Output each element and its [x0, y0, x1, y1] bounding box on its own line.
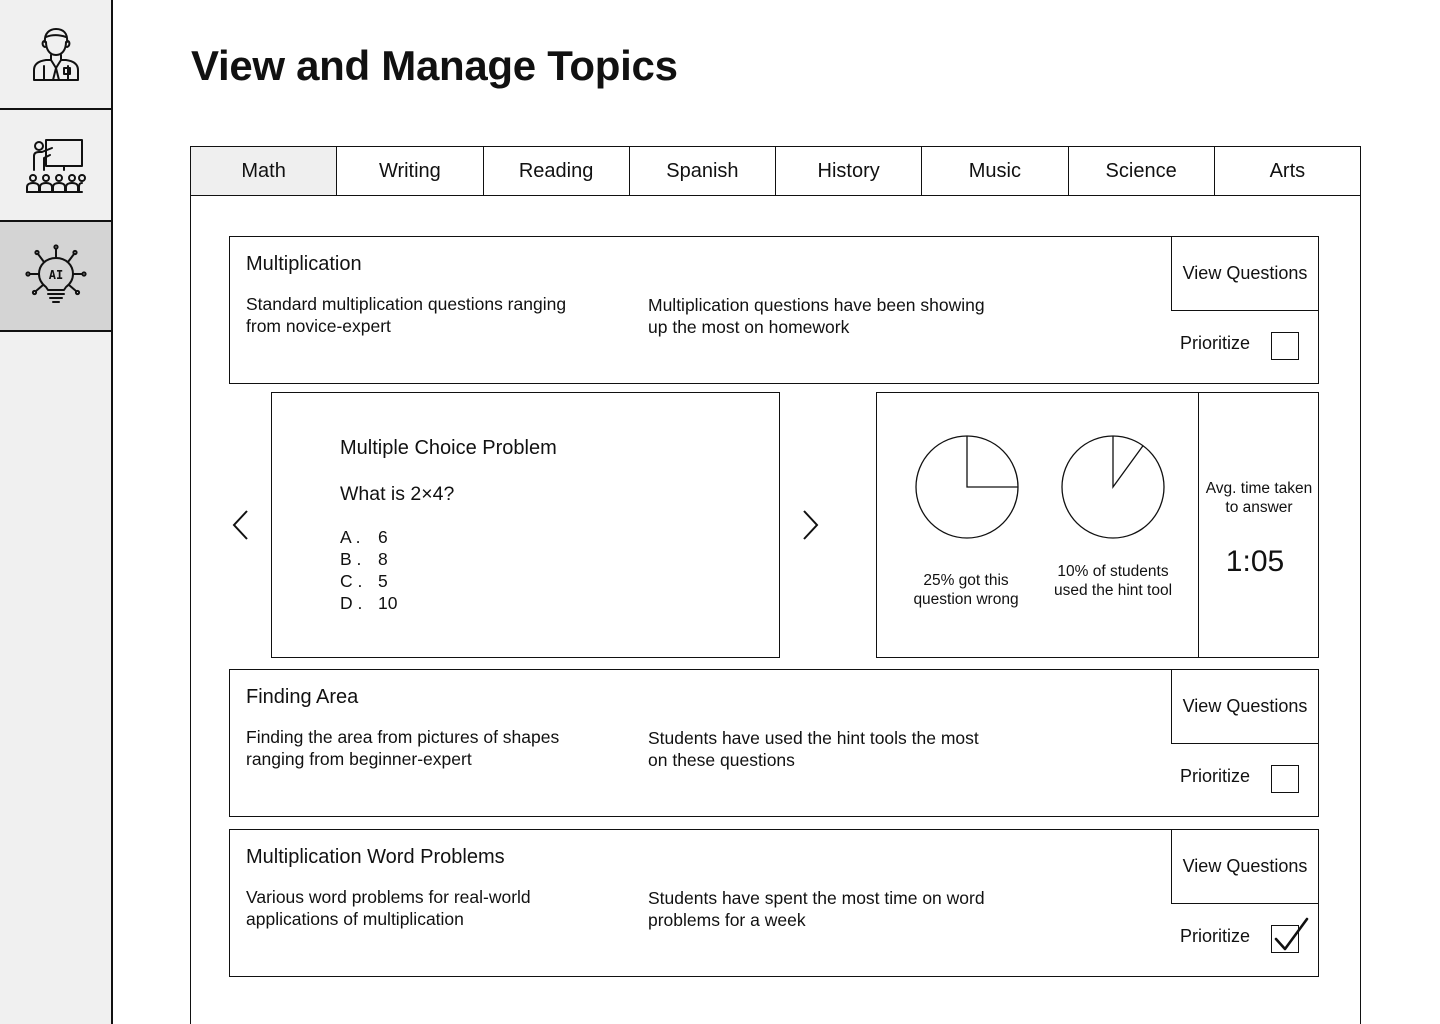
- teacher-profile-icon: [24, 22, 88, 86]
- wrong-answers-pie-chart: [915, 435, 1019, 539]
- tab-writing[interactable]: Writing: [337, 147, 483, 195]
- view-questions-button[interactable]: View Questions: [1171, 237, 1318, 311]
- sidebar-item-classroom[interactable]: [0, 112, 111, 222]
- question-stats: [876, 392, 1319, 658]
- hint-usage-pie-chart: [1061, 435, 1165, 539]
- view-questions-button[interactable]: View Questions: [1171, 830, 1318, 904]
- tab-history[interactable]: History: [776, 147, 922, 195]
- wrong-answers-caption: 25% got this question wrong: [913, 572, 1019, 608]
- tab-spanish[interactable]: Spanish: [630, 147, 776, 195]
- tab-science[interactable]: Science: [1069, 147, 1215, 195]
- view-questions-button[interactable]: View Questions: [1171, 670, 1318, 744]
- tab-reading[interactable]: Reading: [484, 147, 630, 195]
- avg-time-label: Avg. time taken to answer: [1205, 480, 1313, 516]
- ai-lightbulb-icon: [24, 244, 88, 308]
- topic-title: Finding Area: [246, 686, 359, 708]
- prioritize-label: Prioritize: [1180, 926, 1251, 946]
- topic-card-multiplication: [229, 236, 1319, 384]
- topic-description: Various word problems for real-world applications of multiplication: [246, 887, 531, 929]
- topic-insight: Students have used the hint tools the most on these questions: [648, 728, 979, 770]
- question-text: What is 2×4?: [340, 483, 455, 505]
- tab-arts[interactable]: Arts: [1269, 159, 1306, 182]
- topic-description: Finding the area from pictures of shapes ranging from beginner-expert: [246, 727, 560, 769]
- answer-option: D . 10: [340, 593, 398, 613]
- prioritize-checkbox[interactable]: [1271, 332, 1299, 360]
- answer-option: C . 5: [340, 571, 388, 591]
- sidebar-item-ai-assistant[interactable]: [0, 222, 111, 332]
- prioritize-label: Prioritize: [1180, 766, 1251, 786]
- prioritize-label: Prioritize: [1180, 333, 1251, 353]
- sidebar: [0, 0, 113, 1024]
- tab-music[interactable]: Music: [922, 147, 1068, 195]
- classroom-presentation-icon: [24, 134, 88, 198]
- topic-description: Standard multiplication questions ranging from novice-expert: [246, 294, 567, 336]
- subject-tabs: [191, 147, 1360, 196]
- answer-option: A . 6: [340, 527, 388, 547]
- prioritize-checkbox[interactable]: [1271, 925, 1299, 953]
- next-question-arrow-icon[interactable]: [798, 508, 822, 542]
- stats-divider: [1198, 393, 1199, 657]
- hint-usage-caption: 10% of students used the hint tool: [1053, 563, 1173, 599]
- avg-time-value: 1:05: [1225, 545, 1285, 578]
- answer-options: [340, 526, 397, 614]
- topic-card-multiplication-word-problems: [229, 829, 1319, 977]
- topic-insight: Students have spent the most time on word problems for a week: [648, 888, 985, 930]
- question-preview-card: [271, 392, 780, 658]
- svg-text:AI: AI: [48, 268, 63, 282]
- page-title: View and Manage Topics: [191, 42, 678, 89]
- topic-title: Multiplication: [246, 253, 362, 275]
- sidebar-item-teacher-profile[interactable]: [0, 0, 111, 110]
- question-type: Multiple Choice Problem: [340, 437, 557, 459]
- previous-question-arrow-icon[interactable]: [229, 508, 253, 542]
- tab-math[interactable]: Math: [191, 147, 337, 195]
- checkmark-icon: [1270, 916, 1310, 956]
- prioritize-checkbox[interactable]: [1271, 765, 1299, 793]
- topic-insight: Multiplication questions have been showing up the most on homework: [648, 295, 985, 337]
- answer-option: B . 8: [340, 549, 388, 569]
- topic-title: Multiplication Word Problems: [246, 846, 505, 868]
- topic-card-finding-area: [229, 669, 1319, 817]
